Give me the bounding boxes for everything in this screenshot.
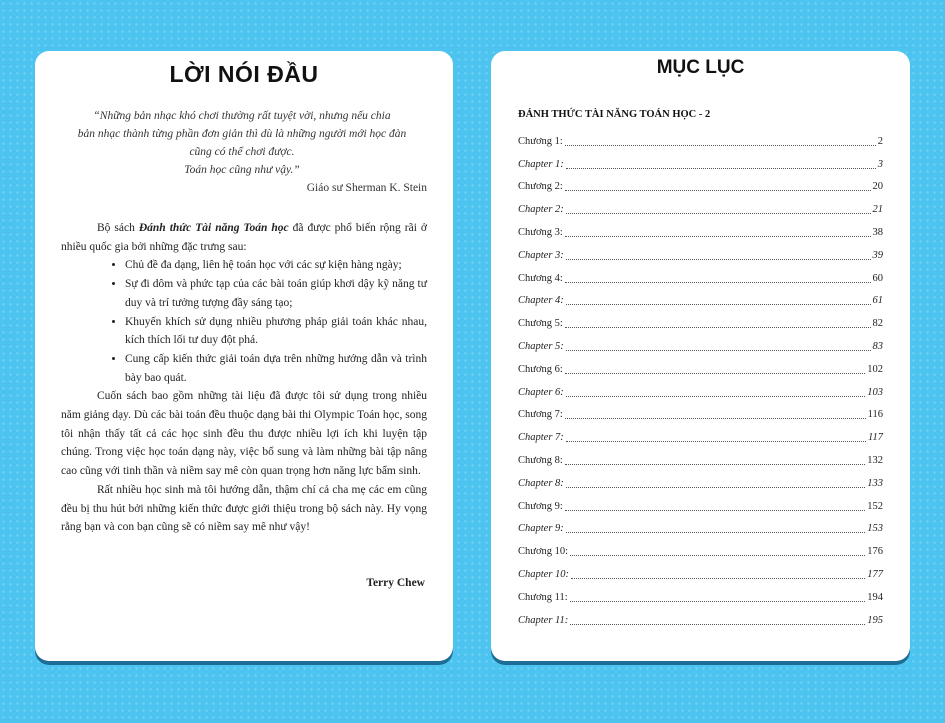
dot-leader [570, 591, 866, 602]
toc-entry-page: 2 [877, 135, 883, 147]
dot-leader [565, 317, 871, 328]
toc-entry-page: 83 [872, 341, 883, 353]
toc-entry-label: Chương 3: [518, 227, 563, 239]
toc-entry-page: 176 [867, 546, 883, 558]
toc-entry[interactable] [518, 472, 883, 495]
toc-entry-page: 133 [867, 477, 883, 489]
toc-entry-page: 3 [877, 158, 883, 170]
toc-entry-label: Chapter 9: [518, 523, 564, 535]
toc-entry-page: 132 [867, 455, 883, 467]
toc-entry-page: 153 [867, 523, 883, 535]
page-title: MỤC LỤC [656, 57, 745, 78]
dot-leader [565, 272, 871, 283]
dot-leader [566, 431, 866, 442]
dot-leader [566, 249, 871, 260]
toc-entry-label: Chapter 3: [518, 249, 564, 261]
toc-entry[interactable] [518, 267, 883, 290]
toc-entry-page: 177 [867, 569, 883, 581]
toc-entry-label: Chapter 10: [518, 569, 570, 581]
dot-leader [565, 226, 871, 237]
toc-entry[interactable] [518, 244, 883, 267]
dot-leader [570, 614, 865, 625]
toc-entry-label: Chapter 5: [518, 341, 564, 353]
dot-leader [566, 340, 871, 351]
toc-entry[interactable] [518, 381, 883, 404]
quote-line: Toán học cũng như vậy.” [184, 164, 300, 176]
dot-leader [565, 454, 865, 465]
toc-entry-label: Chapter 6: [518, 386, 564, 398]
toc-entry[interactable] [518, 449, 883, 472]
toc-entry-label: Chapter 4: [518, 295, 564, 307]
page-title: LỜI NÓI ĐẦU [169, 61, 319, 87]
paragraph: Rất nhiều học sinh mà tôi hướng dẫn, thậm chí cả cha mẹ các em cũng đều bị thu hút bởi những kiến thức được giới thiệu trong bộ sách này. Hy vọng rằng bạn và con bạn cũng sẽ có niềm say mê như vậy! [61, 483, 427, 534]
toc-entry-label: Chapter 8: [518, 477, 564, 489]
toc-entry-page: 39 [872, 249, 883, 261]
dot-leader [571, 568, 865, 579]
toc-entry[interactable] [518, 609, 883, 632]
toc-entry-page: 195 [867, 614, 883, 626]
dot-leader [566, 158, 876, 169]
toc-entry-page: 60 [872, 272, 883, 284]
dot-leader [566, 522, 865, 533]
toc-entry[interactable] [518, 586, 883, 609]
toc-entry-page: 21 [872, 204, 883, 216]
list-item: • Sự đi dôm và phức tạp của các bài toán giúp khơi dậy kỹ năng tư duy và trí tưởng tượng đầy sáng tạo; [125, 275, 427, 312]
preface-body [61, 219, 427, 537]
series-name: Đánh thức Tài năng Toán học [138, 222, 289, 234]
dot-leader [566, 477, 865, 488]
dot-leader [565, 180, 871, 191]
list-item: • Khuyến khích sử dụng nhiều phương pháp giải toán khác nhau, kích thích lối tư duy đột phá. [125, 313, 427, 350]
quote-line: “Những bản nhạc khó chơi thường rất tuyệt vời, nhưng nếu chia [93, 110, 391, 122]
toc-entry[interactable] [518, 176, 883, 199]
toc-entry[interactable] [518, 563, 883, 586]
toc-entry[interactable] [518, 335, 883, 358]
toc-entry-label: Chapter 11: [518, 614, 569, 626]
toc-entry-page: 194 [867, 591, 883, 603]
quote-line: bản nhạc thành từng phần đơn giản thì dù là những người mới học đàn [77, 128, 407, 140]
toc-entry-label: Chương 1: [518, 135, 563, 147]
quote-block [57, 107, 427, 197]
toc-entry-page: 116 [867, 409, 883, 421]
toc-entry-label: Chương 4: [518, 272, 563, 284]
toc-entry-page: 82 [872, 318, 883, 330]
quote-author: Giáo sư Sherman K. Stein [306, 182, 427, 194]
toc-entry[interactable] [518, 518, 883, 541]
dot-leader [565, 408, 866, 419]
toc-entry-page: 117 [868, 432, 883, 444]
toc-entry-label: Chương 5: [518, 318, 563, 330]
dot-leader [566, 386, 865, 397]
toc-entry-label: Chapter 2: [518, 204, 564, 216]
toc-entry[interactable] [518, 404, 883, 427]
signature: Terry Chew [366, 577, 425, 589]
intro-paragraph: Bộ sách Đánh thức Tài năng Toán học đã được phổ biến rộng rãi ở nhiều quốc gia bởi những đặc trưng sau: [61, 222, 427, 253]
toc-entry[interactable] [518, 312, 883, 335]
toc-entry[interactable] [518, 358, 883, 381]
preface-page [35, 51, 453, 661]
dot-leader [565, 500, 865, 511]
toc-entry[interactable] [518, 153, 883, 176]
toc-entry[interactable] [518, 426, 883, 449]
dot-leader [566, 294, 871, 305]
toc-entry[interactable] [518, 495, 883, 518]
dot-leader [565, 363, 865, 374]
toc-entry-page: 38 [872, 227, 883, 239]
feature-list [61, 256, 427, 387]
list-item: • Chủ đề đa dạng, liên hệ toán học với các sự kiện hàng ngày; [125, 256, 427, 275]
toc-list [518, 130, 883, 632]
toc-entry[interactable] [518, 290, 883, 313]
toc-heading: ĐÁNH THỨC TÀI NĂNG TOÁN HỌC - 2 [518, 109, 711, 120]
toc-entry[interactable] [518, 130, 883, 153]
toc-entry[interactable] [518, 198, 883, 221]
toc-entry-label: Chương 8: [518, 455, 563, 467]
toc-entry-label: Chương 9: [518, 500, 563, 512]
toc-entry-label: Chương 7: [518, 409, 563, 421]
toc-entry[interactable] [518, 221, 883, 244]
toc-entry[interactable] [518, 540, 883, 563]
toc-entry-label: Chapter 7: [518, 432, 564, 444]
toc-entry-page: 102 [867, 363, 883, 375]
dot-leader [570, 545, 865, 556]
toc-entry-page: 103 [867, 386, 883, 398]
dot-leader [566, 203, 871, 214]
toc-page [491, 51, 910, 661]
list-item: • Cung cấp kiến thức giải toán dựa trên những hướng dẫn và trình bày bao quát. [125, 350, 427, 387]
toc-entry-label: Chương 2: [518, 181, 563, 193]
toc-entry-page: 61 [872, 295, 883, 307]
quote-line: cũng có thể chơi được. [189, 146, 295, 158]
toc-entry-label: Chương 11: [518, 591, 568, 603]
toc-entry-page: 152 [867, 500, 883, 512]
toc-entry-label: Chương 10: [518, 546, 569, 558]
paragraph: Cuốn sách bao gồm những tài liệu đã được tôi sử dụng trong nhiều năm giảng dạy. Dù các bài toán đều thuộc dạng bài thi Olympic Toán học, song tôi nhận thấy tất cả các học sinh đều thu được nhiều lợi ích khi luyện tập chúng. Trong việc học toán dạng này, việc bổ sung và làm những bài tập nâng cao cũng với tinh thần và niềm say mê còn quan trọng hơn năng lực bẩm sinh. [61, 390, 427, 478]
dot-leader [565, 135, 876, 146]
toc-entry-label: Chapter 1: [518, 158, 564, 170]
toc-entry-page: 20 [872, 181, 883, 193]
toc-entry-label: Chương 6: [518, 363, 563, 375]
